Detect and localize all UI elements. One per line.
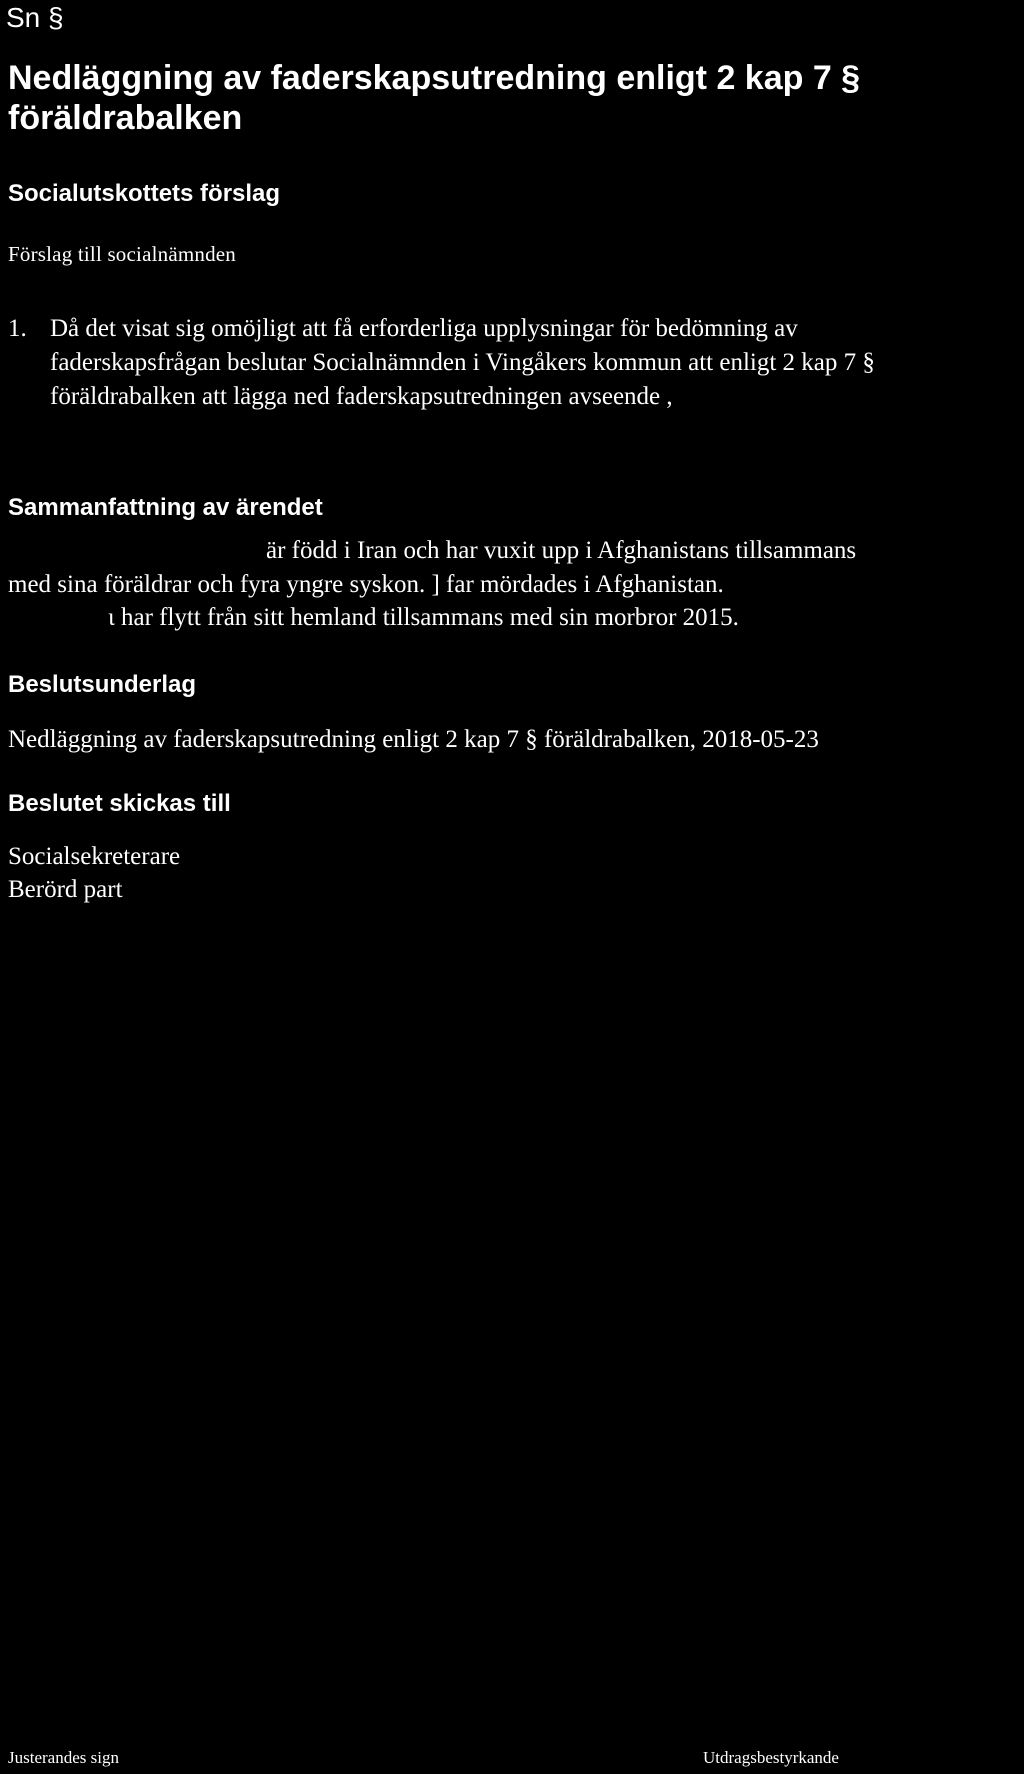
document-title — [8, 58, 1008, 138]
decision-text-line: faderskapsfrågan beslutar Socialnämnden i Vingåkers kommun att enligt 2 kap 7 § — [50, 349, 875, 376]
recipient-item: Socialsekreterare — [8, 843, 181, 870]
decision-basis-item: Nedläggning av faderskapsutredning enligt 2 kap 7 § föräldrabalken, 2018-05-23 — [8, 726, 819, 753]
summary-text-line: ι har flytt från sitt hemland tillsammans med sin morbror 2015. — [108, 604, 739, 631]
recipients-heading: Beslutet skickas till — [8, 790, 231, 817]
document-title-line-1: Nedläggning av faderskapsutredning enligt 2 kap 7 § — [8, 59, 861, 97]
recipient-item: Berörd part — [8, 876, 123, 903]
document-title-line-2: föräldrabalken — [8, 99, 243, 137]
decision-basis-heading: Beslutsunderlag — [8, 671, 197, 698]
summary-text-line: är född i Iran och har vuxit upp i Afghanistans tillsammans — [266, 537, 857, 564]
decision-text-line: föräldrabalken att lägga ned faderskapsutredningen avseende , — [50, 383, 673, 410]
section-reference: Sn § — [6, 2, 64, 33]
footer-certification-label: Utdragsbestyrkande — [703, 1748, 839, 1767]
summary-text-line: med sina föräldrar och fyra yngre syskon. ] far mördades i Afghanistan. — [8, 571, 724, 598]
summary-heading: Sammanfattning av ärendet — [8, 494, 323, 521]
decision-number: 1. — [8, 315, 27, 342]
committee-proposal-heading: Socialutskottets förslag — [8, 180, 281, 207]
footer-signature-label: Justerandes sign — [8, 1748, 119, 1767]
proposal-intro: Förslag till socialnämnden — [8, 242, 236, 266]
decision-text-line: Då det visat sig omöjligt att få erforderliga upplysningar för bedömning av — [50, 315, 798, 342]
